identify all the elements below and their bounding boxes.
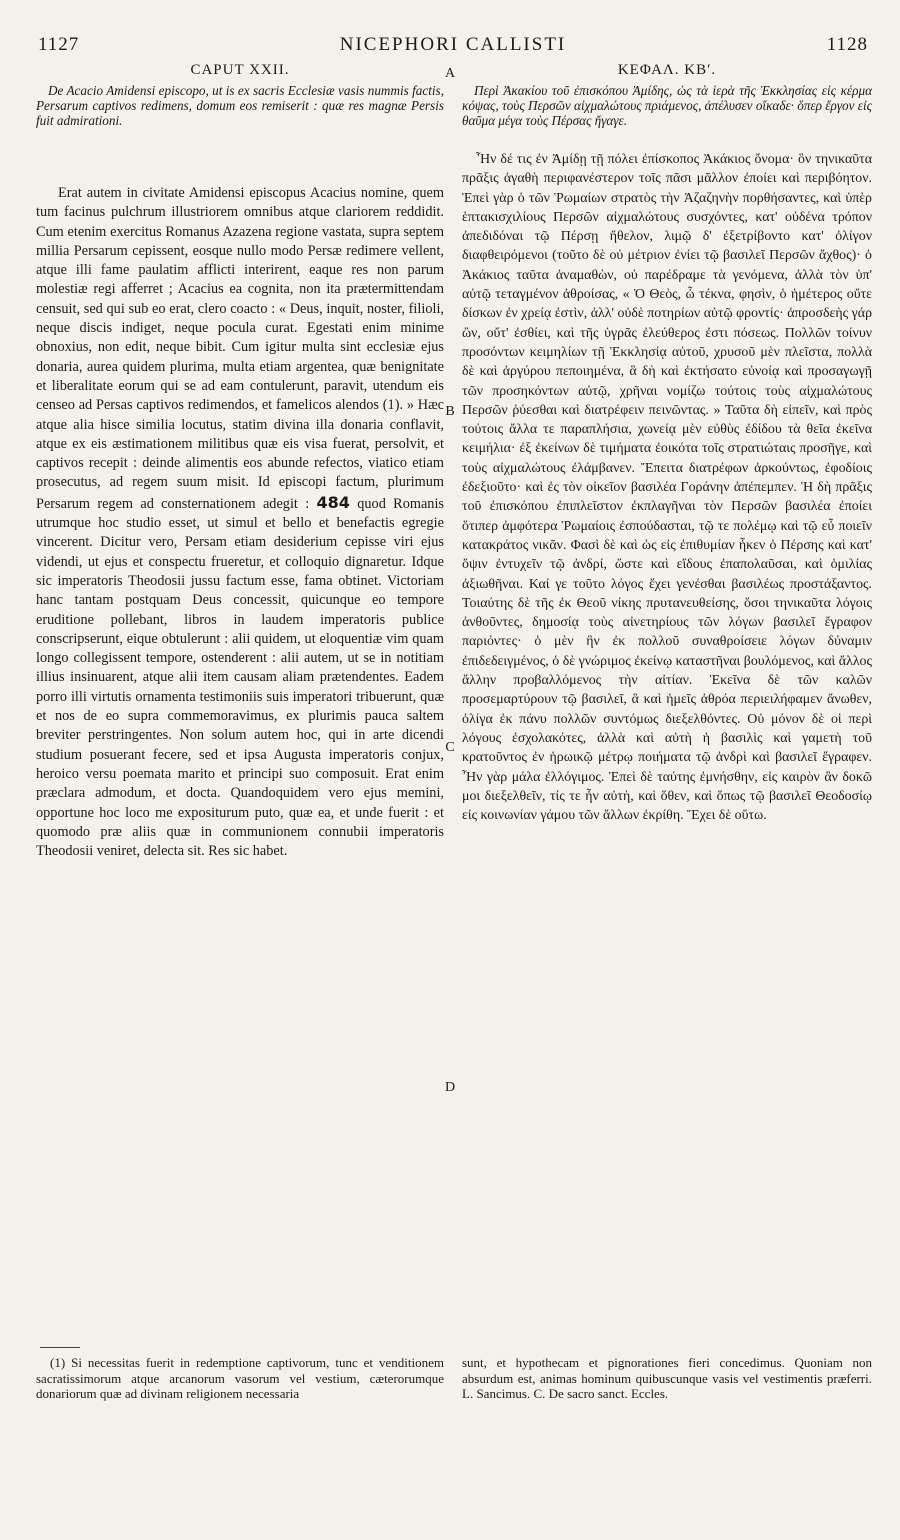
greek-body-text: Ἦν δέ τις ἐν Ἀμίδῃ τῇ πόλει ἐπίσκοπος Ἀκάκιος ὄνομα· ὃν τηνικαῦτα πρᾶξις ἀγαθὴ περιφανέστερον τοῖς πᾶσι μᾶλλον ἐποίει καὶ περιβόητον. Ἐπεὶ γὰρ ὁ τῶν Ῥωμαίων στρατὸς τὴν Ἀζαζηνὴν πορθήσαντες, καὶ ὑπὲρ ἑπτακισχιλίους Περσῶν αἰχμαλώτους συσχόντες, κατ' οὐδένα τρόπον ἀπεδιδόναι τῷ Πέρσῃ ἤθελον, λιμῷ δ' ἐξετρίβοντο κατ' ὀλίγον διαφθειρόμενοι (τοῦτο δὲ οὐ μέτριον ἐνίει τῷ βασιλεῖ Περσῶν ἄχθος)· ὁ Ἀκάκιος ταῦτα ἀναμαθὼν, οὐ παρέδραμε τὰ γενόμενα, ἀλλὰ τὸν ὑπ' αὐτῷ τεταγμένον ἀθροίσας, « Ὁ Θεὸς, ὦ τέκνα, φησὶν, ὁ ἡμέτερος οὔτε δίσκων ἐν χρείᾳ ἐστὶν, ἀλλ' οὐδὲ ποτηρίων αὐτῷ φροντίς· ἀπροσδεὴς γάρ ὢν, οὔτ' ἐσθίει, καὶ τῆς ὑγρᾶς ἐλεύθερος ἐστι πόσεως. Πολλῶν τοίνυν προσόντων κειμηλίων τῇ Ἐκκλησίᾳ αὐτοῦ, χρυσοῦ μὲν πλεῖστα, πολλὰ δὲ καὶ ἀργύρου πεποιημένα, ἃ δὴ καὶ ἐκτήσατο εὐνοίᾳ καὶ προσαγωγῇ τῶν προσηκόντων αὐτῷ, χρῆναι νομίζω τούτοις τοὺς αἰχμαλώτους Περσῶν ῥύεσθαι καὶ διατρέφειν πεινῶντας. » Ταῦτα δὴ εἰπεῖν, καὶ πρὸς τούτοις ἄλλα τε παραπλήσια, χωνείᾳ μὲν εὐθὺς ἐδίδου τὰ θεῖα ἐκεῖνα κειμήλια· ἐξ ἐκείνων δὲ τιμήματα ἐοικότα τοῖς στρατιώταις προσῆγε, καὶ τοὺς αἰχμαλώτους ἐλάμβανεν. Ἔπειτα διατρέφων ἀρκούντως, ἐφοδίοις ἐδεξιοῦτο· καὶ ἐς τὸν οἰκεῖον βασιλέα Γοράνην ἀπέπεμπεν. Ἡ δὴ πρᾶξις τοῦ ἐπισκόπου ἐπιπλεῖστον ἐκπλαγῆναι τὸν Περσῶν βασιλέα ἐποίει ὅτιπερ ἀμφότερα Ῥωμαίοις ἐσπούδασται, τῷ τε πολέμῳ καὶ τῷ εὖ ποιεῖν κατακράτος νικᾶν. Φασὶ δὲ καὶ ὡς εἰς ἐπιθυμίαν ἧκεν ὁ Πέρσης καὶ κατ' ὄψιν ἐντυχεῖν τῷ ἀνδρί, ὥστε καὶ εἴδους ἐπαπολαῦσαι, καὶ ὁμιλίας ἀξιωθῆναι. Καί γε τοῦτο λόγος ἔχει γενέσθαι βασιλέως προστάξαντος. Τοιαύτης δὲ τῆς ἐκ Θεοῦ νίκης πρυτανευθείσης, ὅσοι τηνικαῦτα λόγοις ἀνθοῦντες, δημοσίᾳ τοὺς αἰνετηρίους τῶν λόγων βασιλεῖ ἔγραφον παριόντες· ὁ μὲν ἣν ἐκ πολλοῦ συναθροίσειε λόγων δύναμιν ἐπιδεδειγμένος, ὁ δὲ γνώριμος ἐκείνῳ καταστῆναι βουλόμενος, καὶ ἄλλος ἄλλην προβαλλόμενος τὴν αἰτίαν. Ἐκεῖνα δὲ τῶν καλῶν προσεμαρτύρουν τῷ βασιλεῖ, ἃ καὶ ἡμεῖς ἀθρόα περιειλήφαμεν ἄνωθεν, ὀλίγα ἐκ πάνυ πολλῶν συντόμως διεξελθόντες. Οὐ μόνον δὲ οἱ περὶ λόγους ἐσχολακότες, ἀλλὰ καὶ αὐτὴ ἡ βασιλὶς καὶ γαμετὴ τοῦ κρατοῦντος ἐν ἡρωικῷ μέτρῳ ποιήματα τῷ ἀνδρὶ καὶ βασιλεῖ ἔγραφεν. Ἦν γὰρ μάλα ἐλλόγιμος. Ἐπεὶ δὲ ταύτης ἐμνήσθην, εἰς καιρὸν ἂν δοκῶ μοι διεξελθεῖν, τίς τε ἦν αὐτὴ, καὶ ὅθεν, καὶ ὅπως τῷ βασιλεῖ Θεοδοσίῳ εἰς κοινωνίαν γάμου τῶν ἄλλων ἐκρίθη. Ἔχει δὲ οὕτω. <box>462 152 872 824</box>
left-page-number: 1127 <box>38 34 80 55</box>
latin-body-part-2: quod Romanis utrumque hoc studio esset, ut simul et bello et benefactis egregie vincerent. Dicitur vero, Persam etiam desiderium cepisse viri ejus videndi, ut ejus et conspectu frueretur, et colloquio dignaretur. Idque sic imperatoris Theodosii jussu factum esse, fama obtinet. Victoriam hanc tantam postquam Deus concessit, quicunque eo tempore eruditione pollebant, libros in laudem imperatoris publice conscripserunt, eique obtulerunt : alii quidem, ut eloquentiæ vim quam longo collegissent tempore, ostenderent : alii autem, ut se in notitiam illius insinuarent, atque alii item causam aliam prætendentes. Eadem porro illi virtutis ornamenta testimoniis suis imperatori tribuerunt, quæ et nos de eo supra commemoravimus, ex plurimis pauca saltem breviter perstringentes. Non solum autem hoc, qui in arte dicendi studium posuerant fecere, sed et ipsa Augusta imperatoris conjux, heroico versu poemata marito et principi suo composuit. Erat enim præclara admodum, et docta. Quandoquidem vero ejus memini, opportune hoc loco me expositurum puto, quæ ea, et unde fuerit : et quomodo præ aliis quæ in communionem connubii imperatoris Theodosii veniret, delecta sit. Res sic habet. <box>36 495 444 860</box>
latin-body-text <box>36 184 444 861</box>
running-head <box>38 34 868 58</box>
right-page-number: 1128 <box>826 34 868 55</box>
greek-column <box>462 62 872 825</box>
reference-number: 484 <box>316 492 350 512</box>
running-title: NICEPHORI CALLISTI <box>339 34 567 55</box>
latin-chapter-title: CAPUT XXII. <box>190 62 290 78</box>
latin-footnote: (1) Si necessitas fuerit in redemptione captivorum, tunc et venditionem sacratissimorum atque arcanorum vasorum vel vestium, cæterorumque donariorum quæ ad divinam religionem necessaria <box>36 1355 444 1401</box>
footnote-continuation: sunt, et hypothecam et pignorationes fieri concedimus. Quoniam non absurdum est, animas hominum quibuscunque vasis vel vestimentis præferri. L. Sancimus. C. De sacro sanct. Eccles. <box>462 1355 872 1401</box>
latin-body-part-1: Erat autem in civitate Amidensi episcopus Acacius nomine, quem tum facinus pulchrum illustriorem omnibus atque clariorem reddidit. Cum etenim exercitus Romanus Azazena regione vastata, supra septem millia Persarum cepissent, eosque nullo modo Persæ redimere vellent, atque illi fame paulatim afflicti interirent, eaque res non parum molestiæ regi afferret ; Acacius ea cognita, non ita prætermittendam censuit, sed qui sub eo erat, clero coacto : « Deus, inquit, noster, filioli, neque discis indiget, neque pocula curat. Egestati enim minime obnoxius, non edit, neque bibit. Cum igitur multa sint ecclesiæ ejus donaria, aurea quidem plurima, multa etiam argentea, quæ benignitate et liberalitate eorum qui se ad eam contulerunt, paravit, utendum eis censeo ad Persas captivos redimendos, et famelicos alendos (1). » Hæc atque alia hisce similia locutus, statim divina illa donaria conflavit, atque ex eis æstimationem militibus quæ eis visa fuerat, persolvit, et captivos recepit : deinde alimentis eos abunde refectos, viatico etiam prosecutus, ad regem suum misit. Id episcopi factum, plurimum Persarum regem ad consternationem adegit : <box>36 185 444 512</box>
latin-column <box>36 62 444 861</box>
footnote-rule <box>40 1347 80 1348</box>
greek-chapter-title: ΚΕΦΑΛ. ΚΒʹ. <box>617 62 717 78</box>
margin-marker-d: D <box>444 1080 456 1095</box>
greek-chapter-summary: Περὶ Ἀκακίου τοῦ ἐπισκόπου Ἀμίδης, ὡς τὰ ἱερὰ τῆς Ἐκκλησίας εἰς κέρμα κόψας, τοὺς Περσῶν αἰχμαλώτους πριάμενος, ἀπέλυσεν οἴκαδε· ὅπερ ἔργον εἰς θαῦμα μέγα τοὺς Πέρσας ἤγαγε. <box>462 83 872 128</box>
margin-marker-c: C <box>445 740 455 755</box>
margin-marker-b: B <box>445 404 455 419</box>
margin-marker-a: A <box>444 66 456 81</box>
latin-chapter-summary: De Acacio Amidensi episcopo, ut is ex sacris Ecclesiæ vasis nummis factis, Persarum captivos redimens, domum eos remiserit : quæ res magnæ Persis fuit admirationi. <box>36 83 444 128</box>
